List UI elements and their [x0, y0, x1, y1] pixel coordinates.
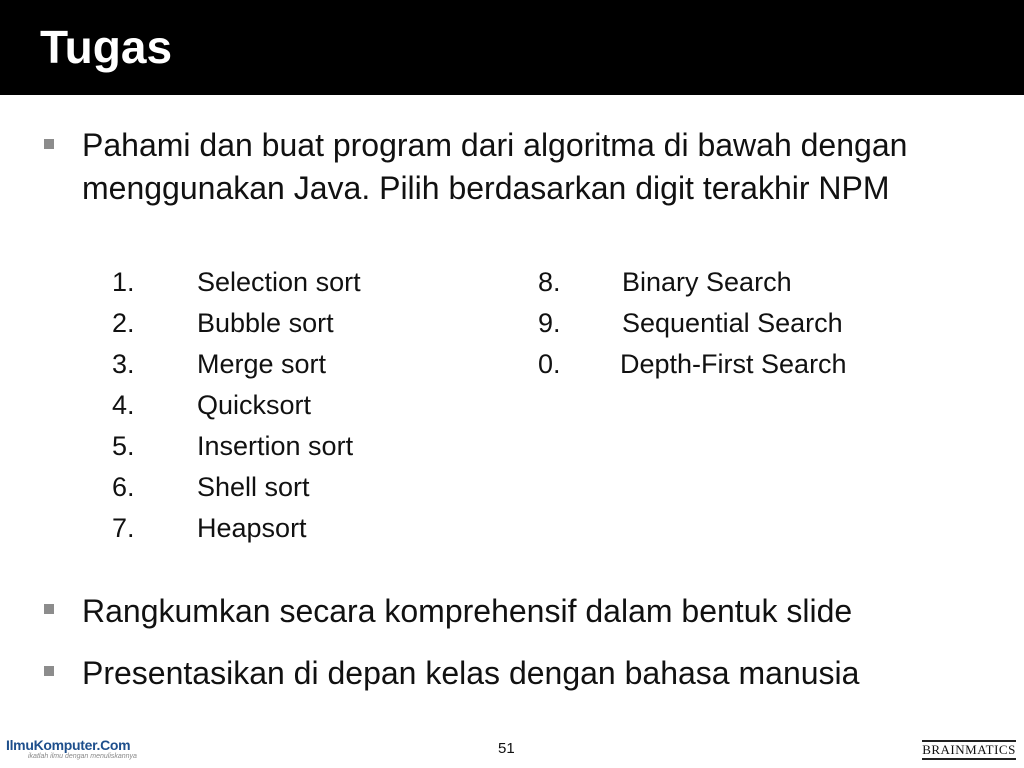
bullet-text-2: Rangkumkan secara komprehensif dalam bentuk slide	[82, 593, 853, 629]
item-number: 5.	[112, 431, 135, 461]
list-item	[112, 344, 512, 385]
item-label: Bubble sort	[197, 308, 334, 338]
bullet-text-1: Pahami dan buat program dari algoritma di bawah dengan menggunakan Java. Pilih berdasarkan digit terakhir NPM	[82, 127, 908, 206]
bullet-text-3: Presentasikan di depan kelas dengan bahasa manusia	[82, 655, 860, 691]
list-item	[112, 467, 512, 508]
list-item	[112, 508, 512, 549]
algorithm-list-right	[538, 262, 978, 385]
algorithm-list-left	[112, 262, 512, 549]
bullet-icon	[44, 604, 54, 614]
ilmukomputer-logo	[6, 738, 137, 760]
logo-left-text: IlmuKomputer.Com	[6, 737, 131, 753]
slide-title: Tugas	[40, 21, 173, 73]
title-bar	[0, 0, 1024, 95]
list-item	[538, 344, 978, 385]
logo-right-text: BRAINMATICS	[922, 742, 1016, 757]
item-label: Insertion sort	[197, 431, 354, 461]
item-label: Selection sort	[197, 267, 361, 297]
item-number: 9.	[538, 308, 561, 338]
item-number: 7.	[112, 513, 135, 543]
list-item	[112, 426, 512, 467]
item-number: 8.	[538, 267, 561, 297]
bullet-icon	[44, 666, 54, 676]
list-item	[538, 303, 978, 344]
item-number: 6.	[112, 472, 135, 502]
item-label: Heapsort	[197, 513, 307, 543]
logo-left-tagline: ikatlah ilmu dengan menuliskannya	[28, 753, 137, 760]
item-label: Shell sort	[197, 472, 310, 502]
item-number: 0.	[538, 349, 561, 379]
item-number: 1.	[112, 267, 135, 297]
item-label: Merge sort	[197, 349, 327, 379]
list-item	[112, 303, 512, 344]
item-label: Sequential Search	[622, 308, 843, 338]
page-number: 51	[498, 740, 515, 757]
item-number: 2.	[112, 308, 135, 338]
list-item	[112, 385, 512, 426]
bullet-icon	[44, 139, 54, 149]
item-number: 3.	[112, 349, 135, 379]
item-number: 4.	[112, 390, 135, 420]
brainmatics-logo	[922, 740, 1016, 760]
item-label: Depth-First Search	[620, 349, 847, 379]
list-item	[538, 262, 978, 303]
item-label: Quicksort	[197, 390, 312, 420]
list-item	[112, 262, 512, 303]
item-label: Binary Search	[622, 267, 792, 297]
